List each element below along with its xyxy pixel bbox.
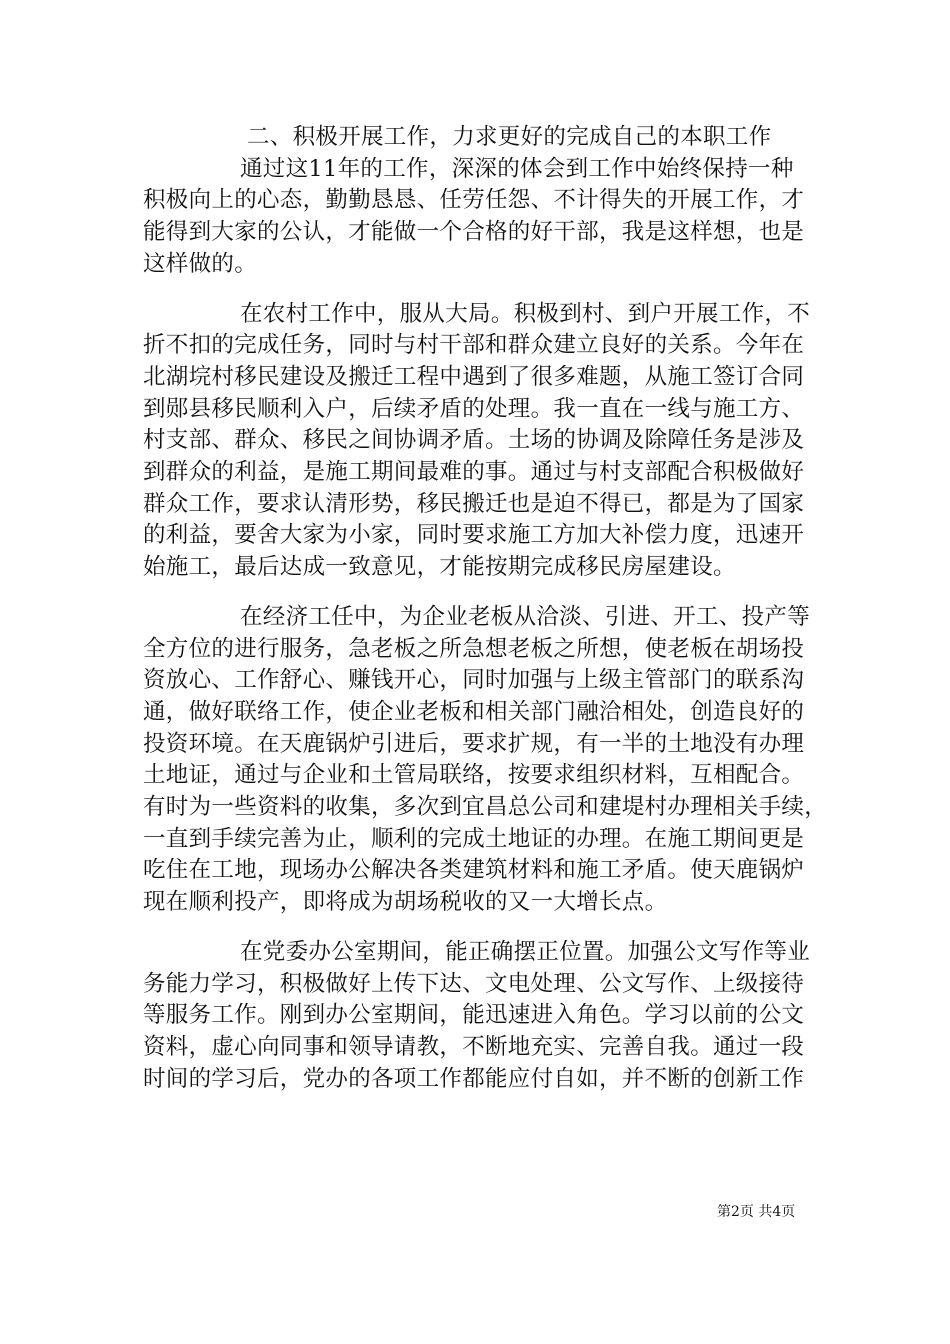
paragraph-line: 资放心、工作舒心、赚钱开心，同时加强与上级主管部门的联系沟 — [143, 667, 805, 694]
paragraph-rural-work — [143, 299, 813, 584]
paragraph-line: 能得到大家的公认，才能做一个合格的好干部，我是这样想，也是 — [143, 219, 805, 246]
paragraph-line: 北湖垸村移民建设及搬迁工程中遇到了很多难题，从施工签订合同 — [143, 363, 805, 390]
paragraph-line: 到群众的利益，是施工期间最难的事。通过与村支部配合积极做好 — [143, 459, 805, 486]
paragraph-line: 积极向上的心态，勤勤恳恳、任劳任怨、不计得失的开展工作，才 — [143, 187, 805, 214]
paragraph-line: 全方位的进行服务，急老板之所急想老板之所想，使老板在胡场投 — [143, 635, 805, 662]
paragraph-line: 有时为一些资料的收集，多次到宜昌总公司和建堤村办理相关手续， — [143, 794, 828, 821]
paragraph-line: 村支部、群众、移民之间协调矛盾。土场的协调及除障任务是涉及 — [143, 427, 805, 454]
paragraph-line: 在经济工任中，为企业老板从洽淡、引进、开工、投产等 — [240, 603, 811, 630]
paragraph-line: 这样做的。 — [143, 250, 258, 277]
paragraph-line: 投资环境。在天鹿锅炉引进后，要求扩规，有一半的土地没有办理 — [143, 730, 805, 757]
paragraph-line: 的利益，要舍大家为小家，同时要求施工方加大补偿力度，迅速开 — [143, 522, 805, 549]
paragraph-line: 群众工作，要求认清形势，移民搬迁也是迫不得已，都是为了国家 — [143, 490, 805, 517]
page-number: 第2页 共4页 — [717, 1204, 796, 1220]
paragraph-line: 通过这11年的工作，深深的体会到工作中始终保持一种 — [240, 155, 794, 182]
paragraph-line: 时间的学习后，党办的各项工作都能应付自如，并不断的创新工作 — [143, 1065, 805, 1092]
paragraph-line: 土地证，通过与企业和土管局联络，按要求组织材料，互相配合。 — [143, 762, 805, 789]
paragraph-line: 现在顺利投产，即将成为胡场税收的又一大增长点。 — [143, 889, 668, 916]
paragraph-line: 折不扣的完成任务，同时与村干部和群众建立良好的关系。今年在 — [143, 332, 805, 359]
paragraph-line: 在农村工作中，服从大局。积极到村、到户开展工作，不 — [240, 300, 811, 327]
paragraph-line: 资料，虚心向同事和领导请教，不断地充实、完善自我。通过一段 — [143, 1033, 805, 1060]
paragraph-line: 吃住在工地，现场办公解决各类建筑材料和施工矛盾。使天鹿锅炉 — [143, 857, 805, 884]
paragraph-line: 通，做好联络工作，使企业老板和相关部门融洽相处，创造良好的 — [143, 698, 805, 725]
paragraph-line: 到郧县移民顺利入户，后续矛盾的处理。我一直在一线与施工方、 — [143, 395, 805, 422]
paragraph-line: 在党委办公室期间，能正确摆正位置。加强公文写作等业 — [240, 938, 811, 965]
section-heading: 二、积极开展工作，力求更好的完成自己的本职工作 — [247, 124, 772, 150]
paragraph-line: 务能力学习，积极做好上传下达、文电处理、公文写作、上级接待 — [143, 970, 805, 997]
paragraph-summary — [143, 154, 813, 281]
paragraph-line: 始施工，最后达成一致意见，才能按期完成移民房屋建设。 — [143, 554, 736, 581]
paragraph-office-work — [143, 937, 813, 1096]
document-body — [143, 122, 828, 1095]
paragraph-line: 一直到手续完善为止，顺利的完成土地证的办理。在施工期间更是 — [143, 825, 805, 852]
paragraph-economic-work — [143, 602, 828, 919]
paragraph-line: 等服务工作。刚到办公室期间，能迅速进入角色。学习以前的公文 — [143, 1002, 805, 1029]
